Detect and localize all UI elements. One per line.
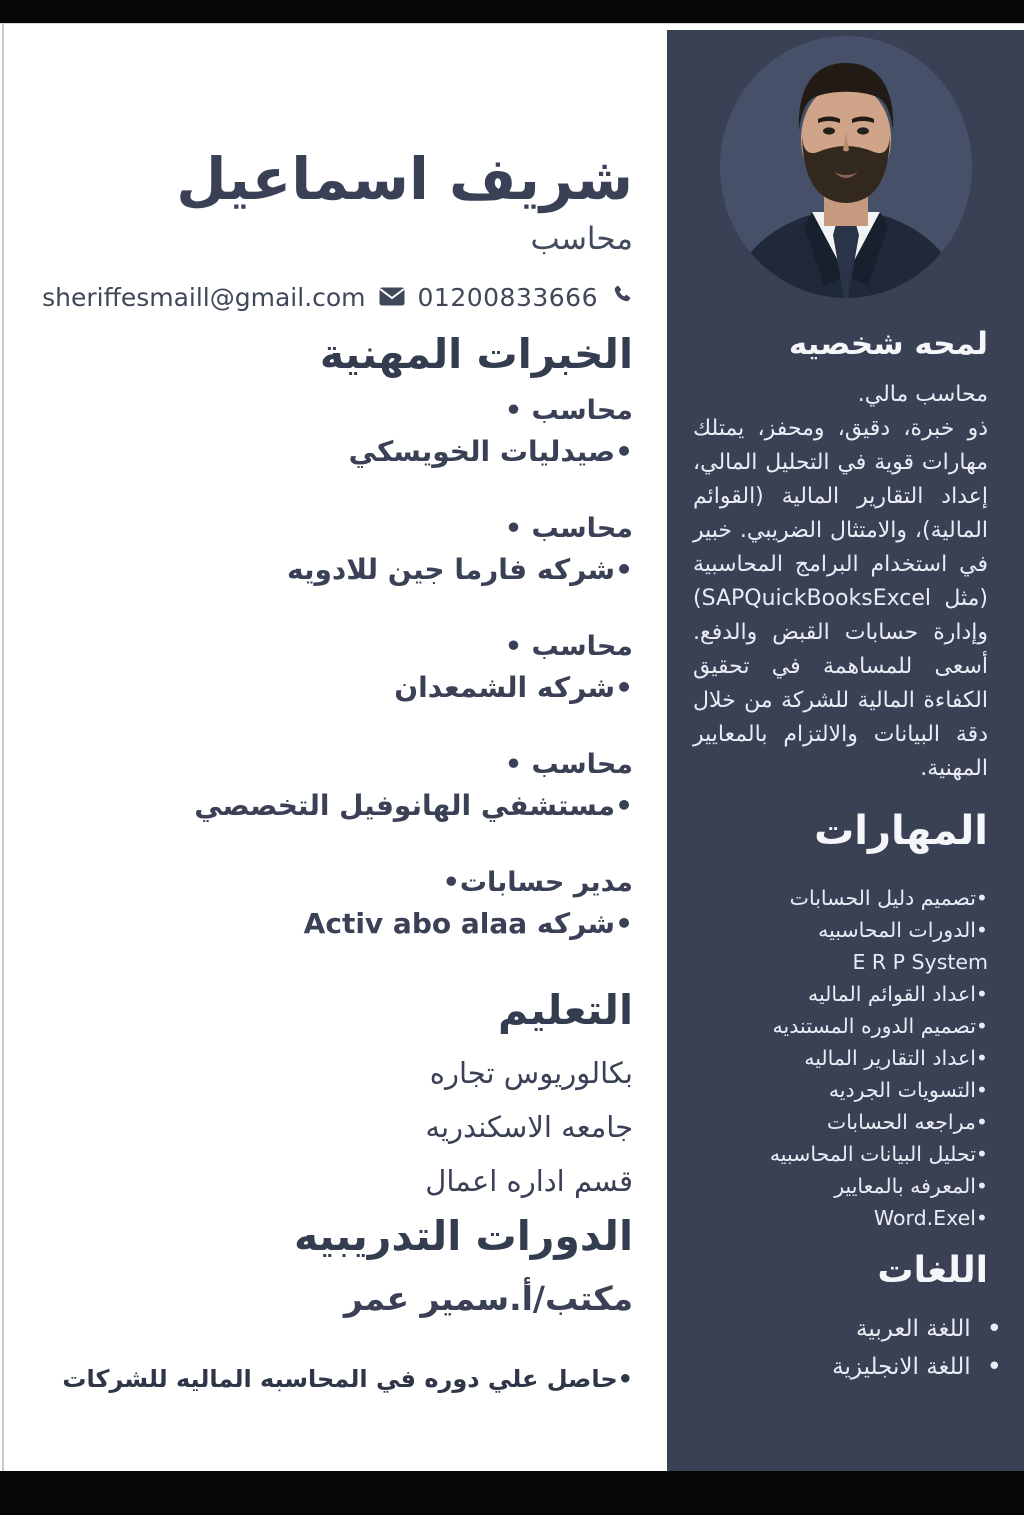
training-provider: مكتب/أ.سمير عمر: [343, 1279, 633, 1319]
contact-row: [24, 283, 633, 312]
skill-item: •تصميم الدوره المستنديه: [772, 1014, 988, 1038]
phone-handset-icon: [611, 283, 633, 312]
training-heading: الدورات التدريبيه: [294, 1212, 633, 1261]
languages-heading: اللغات: [877, 1250, 988, 1291]
skill-item: •الدورات المحاسبيه: [818, 918, 988, 942]
skill-item: •التسويات الجرديه: [828, 1078, 988, 1102]
profile-intro: محاسب مالي.: [857, 382, 988, 407]
candidate-job-title: محاسب: [530, 221, 633, 258]
experience-company: •شركه الشمعدان: [394, 671, 633, 705]
experience-heading: الخبرات المهنية: [319, 330, 633, 379]
skill-item: •تحليل البيانات المحاسبيه: [769, 1142, 988, 1166]
education-line: قسم اداره اعمال: [425, 1164, 633, 1199]
email-text: sheriffesmaill@gmail.com: [42, 283, 366, 313]
phone-text: 01200833666: [417, 283, 598, 313]
experience-role: مدير حسابات•: [442, 867, 633, 899]
bullet-icon: •: [986, 1352, 1002, 1382]
page-left-edge: [2, 24, 4, 1471]
experience-role: محاسب •: [504, 631, 633, 663]
skill-item: •اعداد التقارير الماليه: [804, 1046, 988, 1070]
education-heading: التعليم: [498, 986, 633, 1035]
skill-item: •المعرفه بالمعايير: [834, 1174, 988, 1198]
skills-heading: المهارات: [814, 808, 988, 854]
education-line: بكالوريوس تجاره: [429, 1056, 633, 1091]
skill-item: •تصميم دليل الحسابات: [789, 886, 988, 910]
experience-role: محاسب •: [504, 395, 633, 427]
profile-text: ذو خبرة، دقيق، ومحفز، يمتلك مهارات قوية في التحليل المالي، إعداد التقارير المالية (القوائم المالية)، والامتثال الضريبي. خبير في استخدام البرامج المحاسبية (مثل SAPQuickBooksExcel) وإدارة حسابات القبض والدفع. أسعى للمساهمة في تحقيق الكفاءة المالية للشركة من خلال دقة البيانات والالتزام بالمعايير المهنية.: [693, 416, 988, 781]
main-column: [6, 24, 667, 1471]
experience-entry: [24, 864, 633, 946]
skill-item: •مراجعه الحسابات: [826, 1110, 988, 1134]
experience-entry: [24, 510, 633, 592]
skill-item: •Word.Exel: [873, 1206, 988, 1230]
language-label: اللغة الانجليزية: [832, 1354, 971, 1380]
languages-list: [667, 1310, 1024, 1386]
experience-company: •صيدليات الخويسكي: [348, 435, 633, 469]
experience-company: •شركه Activ abo alaa: [303, 907, 633, 941]
profile-heading: لمحه شخصيه: [788, 326, 988, 362]
profile-photo: [696, 36, 996, 298]
candidate-name: شريف اسماعيل: [176, 145, 633, 213]
experience-role: محاسب •: [504, 749, 633, 781]
skills-list: [667, 882, 1024, 1234]
experience-list: [24, 392, 633, 946]
experience-company: •مستشفي الهانوفيل التخصصي: [194, 789, 633, 823]
experience-role: محاسب •: [504, 513, 633, 545]
training-course: •حاصل علي دوره في المحاسبه الماليه للشركات: [62, 1365, 633, 1394]
experience-entry: [24, 746, 633, 828]
language-label: اللغة العربية: [856, 1316, 971, 1342]
education-line: جامعه الاسكندريه: [425, 1110, 633, 1145]
experience-company: •شركه فارما جين للادويه: [286, 553, 633, 587]
education-lines: [24, 1046, 633, 1208]
experience-entry: [24, 628, 633, 710]
skill-item: E R P System: [852, 950, 988, 974]
top-black-bar: [0, 0, 1024, 24]
language-item: [693, 1348, 1002, 1386]
sidebar: [667, 30, 1024, 1471]
bottom-black-bar: [0, 1471, 1024, 1515]
experience-entry: [24, 392, 633, 474]
envelope-icon: [379, 283, 405, 312]
bullet-icon: •: [986, 1314, 1002, 1344]
skill-item: •اعداد القوائم الماليه: [807, 982, 988, 1006]
language-item: [693, 1310, 1002, 1348]
